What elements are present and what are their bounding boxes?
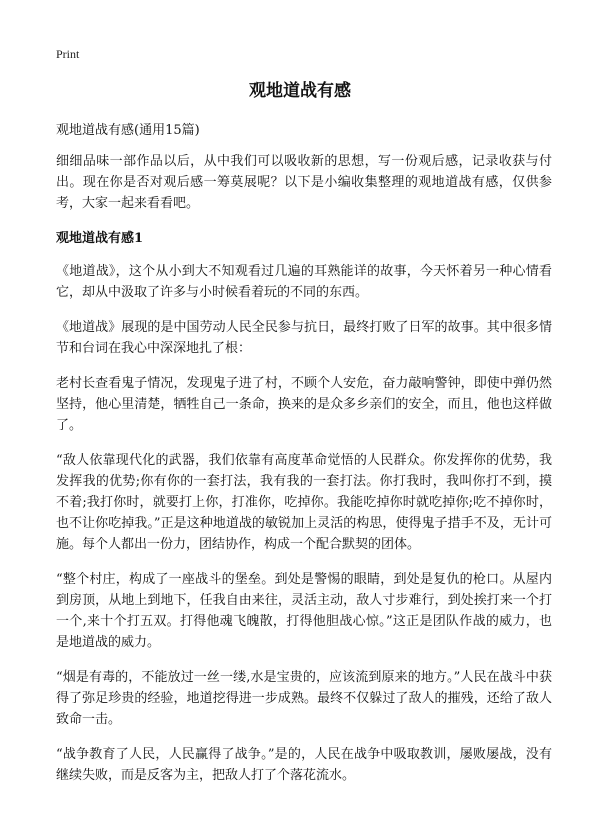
paragraph-7: “战争教育了人民，人民赢得了战争。”是的，人民在战争中吸取教训，屡败屡战，没有继续失败，而是反客为主，把敌人打了个落花流水。 xyxy=(56,747,552,783)
paragraph-3: 老村长查看鬼子情况，发现鬼子进了村，不顾个人安危，奋力敲响警钟，即使中弹仍然坚持，他心里清楚，牺牲自己一条命，换来的是众多乡亲们的安全，而且，他也这样做了。 xyxy=(56,376,552,433)
paragraph-4: “敌人依靠现代化的武器，我们依靠有高度革命觉悟的人民群众。你发挥你的优势，我发挥我的优势;你有你的一套打法，我有我的一套打法。你打我时，我叫你打不到，摸不着;我打你时，就要打上你，打准你，吃掉你。我能吃掉你时就吃掉你;吃不掉你时，也不让你吃掉我。”正是这种地道战的敏锐加上灵活的构思，使得鬼子措手不及，无计可施。每个人都出一份力，团结协作，构成一个配合默契的团体。 xyxy=(56,453,552,552)
paragraph-1: 《地道战》，这个从小到大不知观看过几遍的耳熟能详的故事，今天怀着另一种心情看它，却从中汲取了许多与小时候看着玩的不同的东西。 xyxy=(56,264,552,300)
article-subtitle: 观地道战有感(通用15篇) xyxy=(56,123,200,138)
article-body xyxy=(56,120,552,800)
paragraph-2: 《地道战》展现的是中国劳动人民全民参与抗日，最终打败了日军的故事。其中很多情节和台词在我心中深深地扎了根： xyxy=(56,320,552,356)
print-link[interactable]: Print xyxy=(56,47,80,61)
page-title: 观地道战有感 xyxy=(249,81,351,101)
section-heading: 观地道战有感1 xyxy=(56,231,144,246)
paragraph-5: “整个村庄，构成了一座战斗的堡垒。到处是警惕的眼睛，到处是复仇的枪口。从屋内到房顶，从地上到地下，任我自由来往，灵活主动，敌人寸步难行，到处挨打来一个打一个,来十个打五双。打得他魂飞魄散，打得他胆战心惊。”这正是团队作战的威力，也是地道战的威力。 xyxy=(56,572,552,650)
intro-paragraph: 细细品味一部作品以后，从中我们可以吸收新的思想，写一份观后感，记录收获与付出。现在你是否对观后感一筹莫展呢？以下是小编收集整理的观地道战有感，仅供参考，大家一起来看看吧。 xyxy=(56,154,552,211)
paragraph-6: “烟是有毒的，不能放过一丝一缕,水是宝贵的，应该流到原来的地方。”人民在战斗中获得了弥足珍贵的经验，地道挖得进一步成熟。最终不仅躲过了敌人的摧残，还给了敌人致命一击。 xyxy=(56,670,552,727)
